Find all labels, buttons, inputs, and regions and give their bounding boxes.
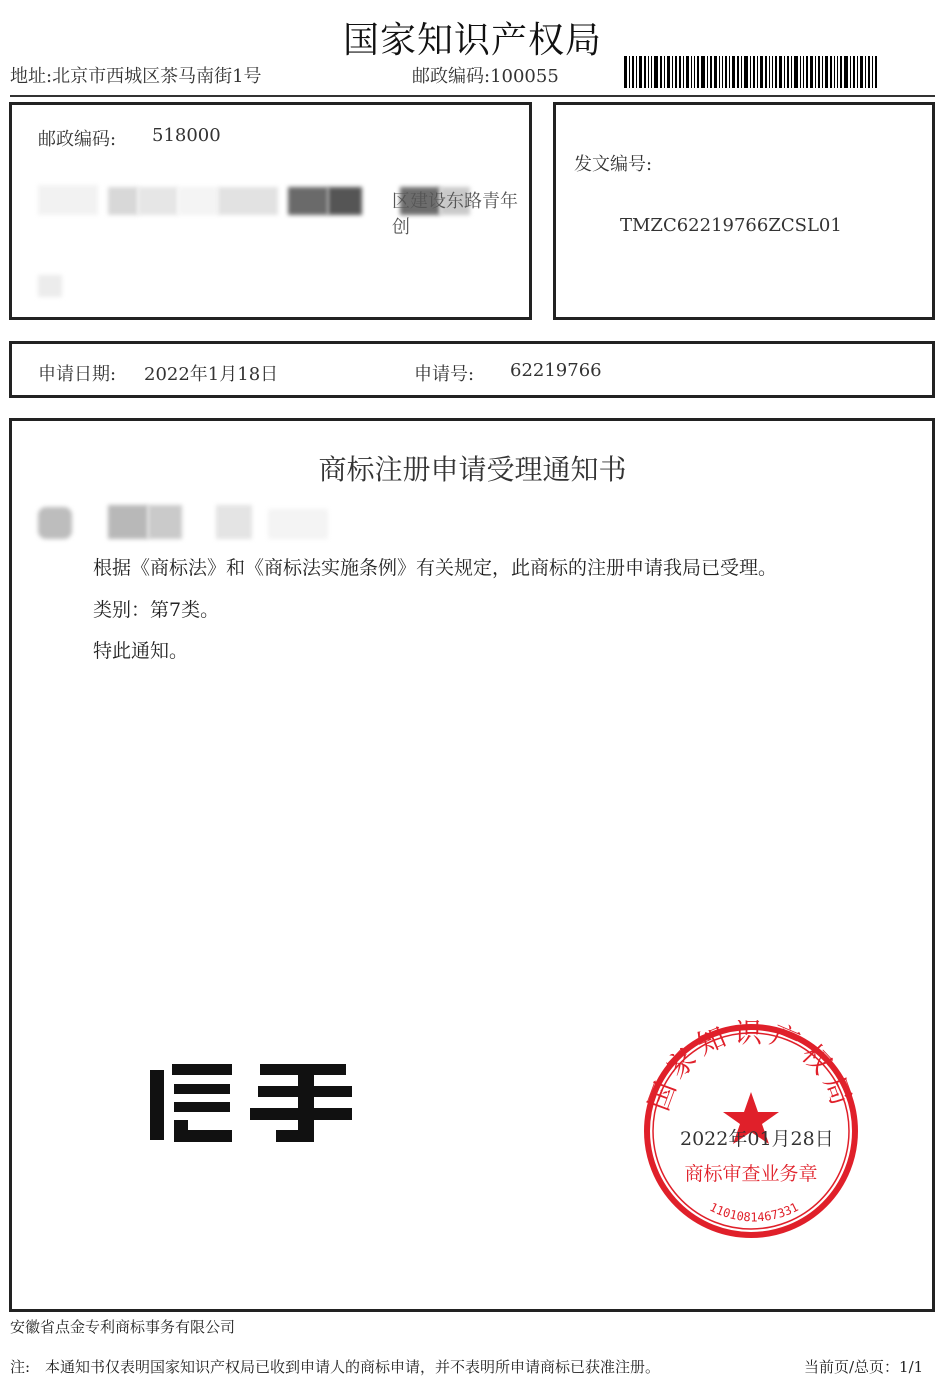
notice-body: 根据《商标法》和《商标法实施条例》有关规定，此商标的注册申请我局已受理。 — [93, 557, 778, 579]
office-postcode: 邮政编码:100055 — [412, 66, 559, 87]
recipient-box — [9, 102, 532, 320]
applicant-name-redacted — [38, 505, 368, 541]
recipient-name-redacted — [38, 275, 62, 297]
notice-closing: 特此通知。 — [93, 640, 189, 662]
office-title: 国家知识产权局 — [342, 20, 602, 61]
application-date-value: 2022年1月18日 — [144, 364, 279, 385]
header-divider — [10, 95, 935, 97]
agency-name: 安徽省点金专利商标事务有限公司 — [10, 1318, 236, 1336]
doc-number-box — [553, 102, 935, 320]
application-number-label: 申请号: — [414, 364, 475, 385]
footer-note: 注: 本通知书仅表明国家知识产权局已收到申请人的商标申请，并不表明所申请商标已获准注册。 — [10, 1358, 661, 1376]
application-date-label: 申请日期: — [38, 364, 117, 385]
issue-date: 2022年01月28日 — [680, 1128, 834, 1150]
trademark-logo-image — [150, 1060, 360, 1144]
barcode-image — [624, 56, 879, 88]
recipient-postcode-label: 邮政编码: — [38, 129, 117, 150]
application-info-box — [9, 341, 935, 398]
recipient-address-redacted — [38, 185, 518, 238]
notice-title: 商标注册申请受理通知书 — [318, 453, 627, 486]
recipient-address-fragment: 区建设东路青年创 — [392, 191, 518, 238]
office-address: 地址:北京市西城区茶马南街1号 — [10, 66, 262, 87]
doc-number-value: TMZC62219766ZCSL01 — [620, 215, 842, 236]
seal-inner-text: 商标审查业务章 — [684, 1163, 818, 1185]
application-number-value: 62219766 — [510, 360, 602, 381]
seal-ring-text: 国家知识产权局 — [641, 1020, 861, 1115]
page-indicator: 当前页/总页：1/1 — [804, 1358, 924, 1376]
recipient-postcode-value: 518000 — [152, 125, 221, 146]
seal-serial: 1101081467331 — [707, 1199, 801, 1225]
doc-number-label: 发文编号: — [574, 154, 653, 175]
notice-category: 类别：第7类。 — [93, 599, 220, 621]
